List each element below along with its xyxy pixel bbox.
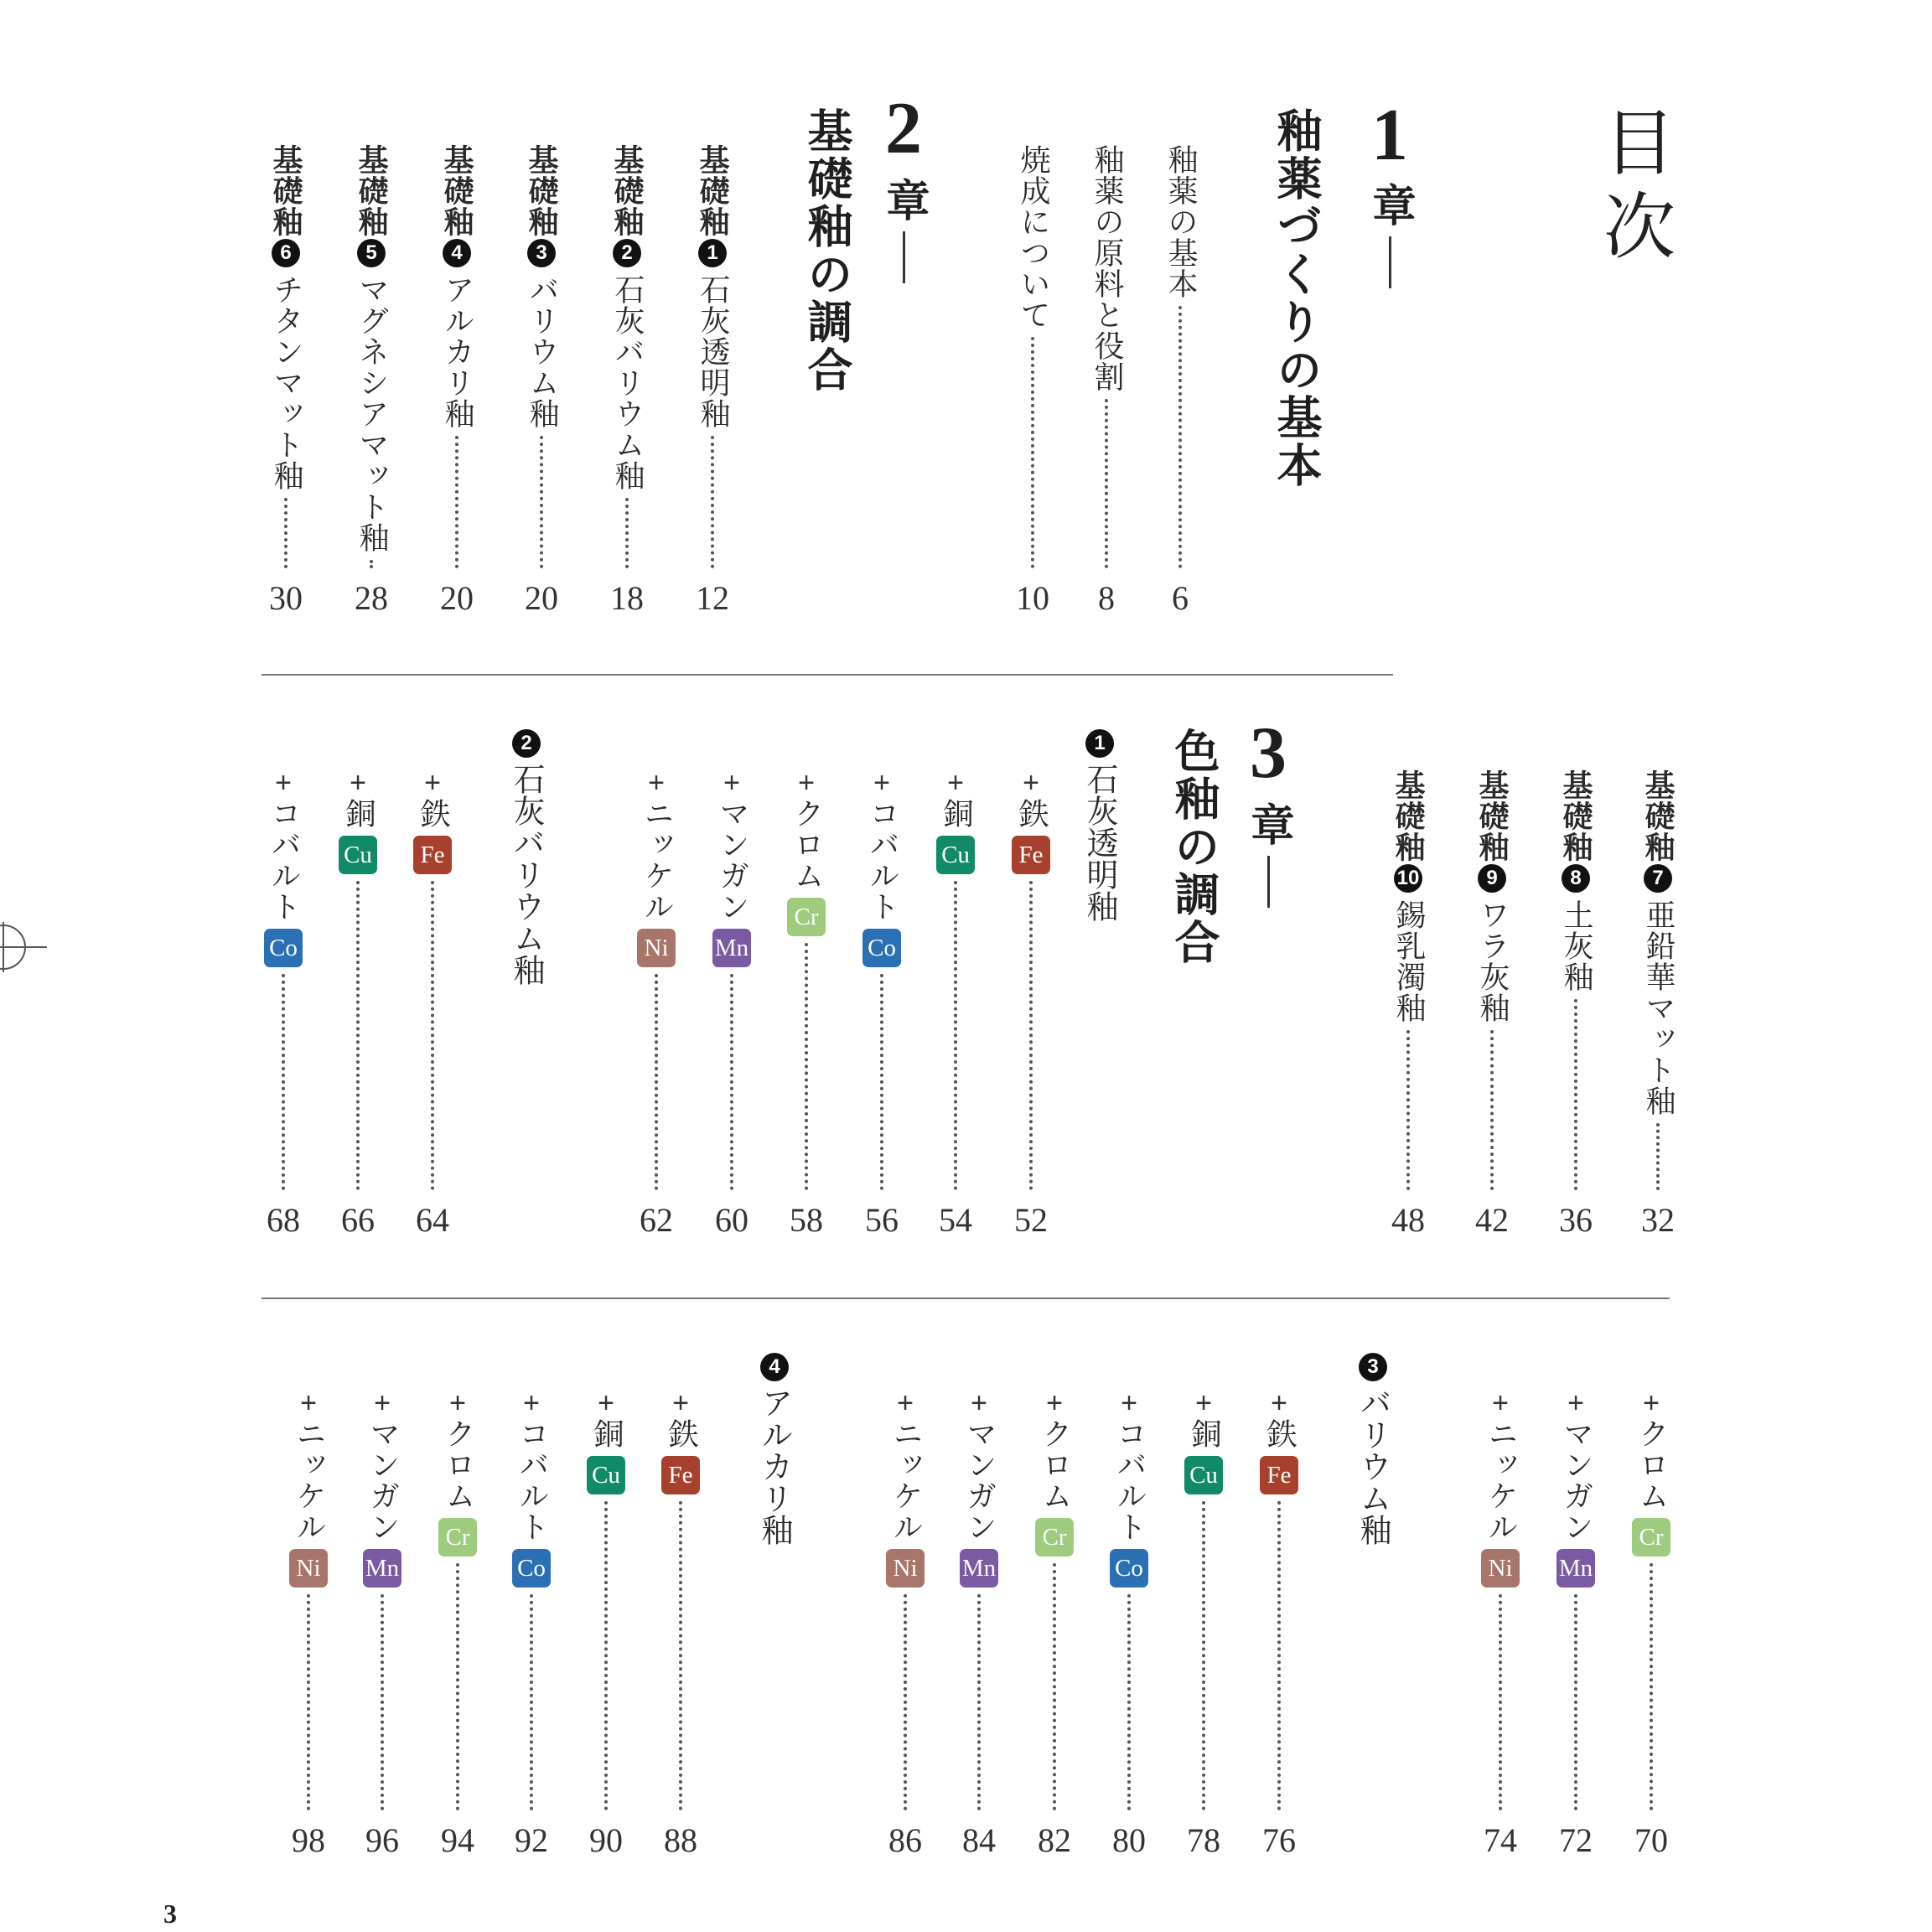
section-heading (1083, 728, 1116, 922)
chapter1-word: 章 (1365, 183, 1416, 226)
page-number-label: 72 (1559, 1821, 1593, 1859)
entry-label: ワラ灰釉 (1475, 899, 1510, 1023)
entry-label: アルカリ釉 (440, 274, 474, 429)
toc-entry[interactable] (1556, 769, 1596, 1190)
dot-leader (1277, 1501, 1281, 1810)
number-badge-icon: 7 (1644, 864, 1672, 893)
entry-prefix: 基礎釉 (1558, 769, 1593, 862)
toc-entry[interactable] (1184, 1387, 1224, 1810)
element-badge-cu: Cu (339, 836, 377, 874)
entry-label: クロム (1634, 1418, 1669, 1511)
element-badge-ni: Ni (637, 929, 676, 967)
entry-label: 鉄 (1014, 798, 1049, 829)
dot-leader (954, 881, 957, 1190)
toc-entry[interactable] (607, 144, 647, 568)
number-badge-icon: 1 (698, 239, 727, 267)
dot-leader (625, 498, 629, 568)
page-number-label: 82 (1038, 1821, 1071, 1859)
plus-icon: + (873, 767, 890, 799)
plus-icon: + (971, 1387, 987, 1419)
entry-label: マンガン (962, 1418, 997, 1542)
number-badge-icon: 3 (1359, 1353, 1387, 1381)
entry-label: ニッケル (1484, 1418, 1518, 1542)
dot-leader (1656, 1123, 1660, 1190)
page-title: 目次 (1591, 105, 1675, 272)
entry-label: コバルト (1112, 1418, 1147, 1542)
divider-rule (262, 1297, 1670, 1299)
dot-leader (456, 1563, 459, 1810)
toc-entry[interactable] (362, 1387, 402, 1810)
chapter1-header (1349, 95, 1430, 288)
number-badge-icon: 3 (527, 239, 556, 267)
element-badge-fe: Fe (1012, 836, 1050, 874)
element-badge-cr: Cr (438, 1518, 477, 1556)
chapter1-number: 1 (1371, 95, 1408, 176)
dot-leader (381, 1594, 384, 1810)
toc-entry[interactable] (266, 144, 306, 568)
chapter1-dash (1389, 236, 1391, 288)
toc-entry[interactable] (660, 1387, 701, 1810)
number-badge-icon: 2 (613, 239, 641, 267)
entry-label: コバルト (865, 798, 899, 922)
dot-leader (1053, 1563, 1056, 1810)
toc-entry[interactable] (1631, 1387, 1671, 1810)
element-badge-co: Co (264, 929, 303, 967)
toc-entry[interactable] (959, 1387, 999, 1810)
page-number-label: 12 (696, 579, 729, 617)
page-number-label: 90 (589, 1821, 623, 1859)
entry-prefix: 基礎釉 (609, 144, 645, 237)
dot-leader (1406, 1030, 1410, 1190)
entry-label: マンガン (365, 1418, 400, 1542)
chapter2-word: 章 (878, 178, 930, 221)
chapter3-dash (1267, 856, 1270, 908)
plus-icon: + (275, 767, 292, 799)
page-number-label: 88 (664, 1821, 697, 1859)
element-badge-co: Co (1110, 1549, 1148, 1588)
number-badge-icon: 10 (1394, 864, 1422, 893)
element-badge-mn: Mn (363, 1549, 401, 1588)
toc-entry[interactable] (351, 144, 391, 568)
toc-entry[interactable] (437, 144, 477, 568)
entry-label: チタンマット釉 (269, 274, 303, 491)
toc-entry[interactable] (636, 767, 676, 1190)
dot-leader (1105, 399, 1108, 568)
plus-icon: + (449, 1387, 466, 1419)
entry-label: コバルト (267, 798, 301, 922)
plus-icon: + (798, 767, 815, 799)
section-label: 石灰バリウム釉 (508, 763, 545, 986)
page-number-label: 66 (341, 1201, 375, 1239)
chapter3-header (1228, 712, 1308, 908)
element-badge-cu: Cu (587, 1456, 625, 1494)
dot-leader (431, 881, 434, 1190)
plus-icon: + (1567, 1387, 1584, 1419)
dot-leader (530, 1594, 533, 1810)
page-number-label: 84 (962, 1821, 996, 1859)
toc-entry[interactable] (586, 1387, 626, 1810)
page-number-label: 54 (939, 1201, 972, 1239)
toc-entry[interactable] (288, 1387, 329, 1810)
entry-label: 石灰バリウム釉 (610, 274, 645, 491)
chapter2-number: 2 (885, 88, 922, 169)
entry-prefix: 基礎釉 (695, 144, 730, 237)
entry-label: ニッケル (292, 1418, 326, 1542)
element-badge-mn: Mn (960, 1549, 998, 1588)
dot-leader (655, 974, 658, 1190)
page-number-label: 60 (715, 1201, 748, 1239)
dot-leader (356, 881, 360, 1190)
element-badge-ni: Ni (289, 1549, 328, 1588)
entry-prefix: 基礎釉 (268, 144, 303, 237)
element-badge-ni: Ni (886, 1549, 925, 1588)
plus-icon: + (947, 767, 964, 799)
entry-label: コバルト (515, 1418, 549, 1542)
toc-entry[interactable] (1160, 144, 1200, 568)
dot-leader (1574, 1594, 1577, 1810)
entry-label: マグネシアマット釉 (355, 274, 389, 553)
dot-leader (880, 974, 883, 1190)
dot-leader (1499, 1594, 1502, 1810)
entry-label: 土灰釉 (1559, 899, 1593, 992)
toc-entry[interactable] (1472, 769, 1512, 1190)
page-number-label: 98 (292, 1821, 325, 1859)
entry-prefix: 基礎釉 (1640, 769, 1676, 862)
number-badge-icon: 1 (1085, 729, 1114, 758)
toc-entry[interactable] (1388, 769, 1428, 1190)
entry-label: 鉄 (1262, 1418, 1297, 1449)
registration-mark-icon (0, 914, 50, 981)
dot-leader (604, 1501, 608, 1810)
dot-leader (1029, 881, 1033, 1190)
dot-leader (540, 436, 543, 568)
toc-entry[interactable] (1034, 1387, 1075, 1810)
toc-entry[interactable] (1556, 1387, 1596, 1810)
entry-label: クロム (441, 1418, 475, 1511)
entry-label: 釉薬の基本 (1163, 144, 1198, 299)
plus-icon: + (1046, 1387, 1063, 1419)
dot-leader (1202, 1501, 1205, 1810)
entry-label: クロム (1038, 1418, 1072, 1511)
entry-label: ニッケル (888, 1418, 923, 1542)
plus-icon: + (300, 1387, 317, 1419)
entry-label: 焼成について (1016, 144, 1050, 330)
plus-icon: + (1492, 1387, 1509, 1419)
entry-label: バリウム釉 (525, 274, 559, 429)
toc-entry[interactable] (438, 1387, 478, 1810)
chapter1-title: 釉薬づくりの基本 (1270, 107, 1323, 489)
entry-label: マンガン (715, 798, 749, 922)
page-number-label: 6 (1172, 579, 1189, 617)
element-badge-mn: Mn (1556, 1549, 1595, 1588)
element-badge-cu: Cu (936, 836, 975, 874)
entry-prefix: 基礎釉 (524, 144, 559, 237)
page-number-label: 74 (1484, 1821, 1517, 1859)
page-number-label: 32 (1641, 1201, 1675, 1239)
page-number-label: 68 (267, 1201, 300, 1239)
page-number-label: 92 (515, 1821, 548, 1859)
toc-entry[interactable] (1638, 769, 1678, 1190)
dot-leader (282, 974, 285, 1190)
entry-label: 石灰透明釉 (696, 274, 730, 429)
entry-label: ニッケル (640, 798, 674, 922)
page-number-label: 70 (1634, 1821, 1668, 1859)
plus-icon: + (1195, 1387, 1212, 1419)
chapter2-title: 基礎釉の調合 (800, 107, 854, 394)
section-heading (510, 728, 543, 986)
page-number-label: 10 (1016, 579, 1049, 617)
entry-label: クロム (790, 798, 824, 891)
dot-leader (1178, 306, 1182, 568)
entry-label: 銅 (589, 1418, 624, 1449)
entry-label: 鉄 (664, 1418, 698, 1449)
element-badge-cr: Cr (1632, 1518, 1670, 1556)
entry-prefix: 基礎釉 (439, 144, 474, 237)
page-number-label: 18 (610, 579, 644, 617)
section-label: 石灰透明釉 (1081, 763, 1118, 922)
toc-entry[interactable] (511, 1387, 552, 1810)
number-badge-icon: 4 (443, 239, 471, 267)
divider-rule (262, 674, 1393, 676)
dot-leader (455, 436, 458, 568)
plus-icon: + (1121, 1387, 1137, 1419)
entry-prefix: 基礎釉 (354, 144, 389, 237)
toc-entry[interactable] (338, 767, 378, 1190)
entry-label: 釉薬の原料と役割 (1090, 144, 1124, 392)
element-badge-fe: Fe (1260, 1456, 1298, 1494)
page-number-label: 58 (790, 1201, 823, 1239)
page-number: 3 (163, 1898, 177, 1929)
page-number-label: 96 (365, 1821, 399, 1859)
page-number-label: 76 (1262, 1821, 1296, 1859)
chapter3-word: 章 (1243, 802, 1294, 846)
page-number-label: 64 (416, 1201, 449, 1239)
entry-prefix: 基礎釉 (1474, 769, 1510, 862)
entry-label: 銅 (341, 798, 376, 829)
toc-entry[interactable] (1259, 1387, 1299, 1810)
dot-leader (805, 943, 808, 1190)
dot-leader (711, 436, 714, 568)
plus-icon: + (672, 1387, 689, 1419)
dot-leader (307, 1594, 310, 1810)
element-badge-co: Co (512, 1549, 551, 1588)
dot-leader (1650, 1563, 1653, 1810)
plus-icon: + (1271, 1387, 1287, 1419)
page-number-label: 42 (1475, 1201, 1509, 1239)
toc-entry[interactable] (263, 767, 303, 1190)
plus-icon: + (598, 1387, 614, 1419)
page-number-label: 78 (1187, 1821, 1220, 1859)
element-badge-cr: Cr (1035, 1518, 1074, 1556)
toc-entry[interactable] (1013, 144, 1053, 568)
plus-icon: + (648, 767, 665, 799)
dot-leader (679, 1501, 682, 1810)
entry-label: 亜鉛華マット釉 (1641, 899, 1676, 1116)
element-badge-cu: Cu (1184, 1456, 1223, 1494)
plus-icon: + (523, 1387, 540, 1419)
page-number-label: 36 (1559, 1201, 1593, 1239)
element-badge-fe: Fe (413, 836, 452, 874)
section-heading (758, 1351, 791, 1546)
dot-leader (904, 1594, 907, 1810)
page-number-label: 62 (640, 1201, 673, 1239)
section-heading (1356, 1351, 1390, 1546)
toc-entry[interactable] (1109, 1387, 1149, 1810)
plus-icon: + (723, 767, 740, 799)
number-badge-icon: 2 (512, 729, 541, 758)
plus-icon: + (897, 1387, 914, 1419)
toc-entry[interactable] (935, 767, 976, 1190)
page-number-label: 52 (1014, 1201, 1048, 1239)
dot-leader (284, 498, 287, 568)
toc-entry[interactable] (862, 767, 902, 1190)
chapter3-title: 色釉の調合 (1168, 728, 1221, 966)
element-badge-mn: Mn (712, 929, 751, 967)
entry-label: マンガン (1559, 1418, 1593, 1542)
dot-leader (1490, 1030, 1494, 1190)
toc-entry[interactable] (1011, 767, 1051, 1190)
number-badge-icon: 4 (760, 1353, 789, 1381)
dot-leader (370, 560, 373, 568)
plus-icon: + (374, 1387, 391, 1419)
dot-leader (1127, 1594, 1131, 1810)
toc-entry[interactable] (885, 1387, 925, 1810)
toc-entry[interactable] (1086, 144, 1127, 568)
element-badge-co: Co (862, 929, 901, 967)
entry-label: 銅 (939, 798, 973, 829)
dot-leader (977, 1594, 981, 1810)
toc-entry[interactable] (712, 767, 752, 1190)
page-number-label: 28 (355, 579, 388, 617)
toc-entry[interactable] (786, 767, 826, 1190)
toc-entry[interactable] (1480, 1387, 1520, 1810)
entry-label: 錫乳濁釉 (1391, 899, 1426, 1023)
page-number-label: 20 (440, 579, 474, 617)
page-number-label: 86 (888, 1821, 922, 1859)
section-label: バリウム釉 (1354, 1386, 1391, 1546)
element-badge-cr: Cr (787, 898, 826, 936)
toc-entry[interactable] (521, 144, 562, 568)
plus-icon: + (1643, 1387, 1660, 1419)
toc-entry[interactable] (412, 767, 453, 1190)
plus-icon: + (424, 767, 441, 799)
page-number-label: 56 (865, 1201, 899, 1239)
page-number-label: 20 (525, 579, 558, 617)
entry-prefix: 基礎釉 (1391, 769, 1426, 862)
number-badge-icon: 8 (1562, 864, 1590, 893)
number-badge-icon: 5 (357, 239, 386, 267)
dot-leader (730, 974, 733, 1190)
chapter3-number: 3 (1250, 712, 1287, 794)
dot-leader (1031, 337, 1034, 568)
toc-entry[interactable] (692, 144, 733, 568)
section-label: アルカリ釉 (756, 1386, 793, 1546)
plus-icon: + (1023, 767, 1039, 799)
page-number-label: 48 (1391, 1201, 1425, 1239)
page-number-label: 80 (1112, 1821, 1146, 1859)
number-badge-icon: 6 (272, 239, 300, 267)
page-number-label: 8 (1098, 579, 1115, 617)
plus-icon: + (350, 767, 366, 799)
element-badge-fe: Fe (661, 1456, 700, 1494)
page-number-label: 94 (441, 1821, 474, 1859)
entry-label: 鉄 (416, 798, 450, 829)
page-number-label: 30 (269, 579, 303, 617)
entry-label: 銅 (1187, 1418, 1221, 1449)
chapter2-dash (903, 231, 905, 283)
chapter2-header (863, 88, 944, 283)
number-badge-icon: 9 (1478, 864, 1506, 893)
element-badge-ni: Ni (1481, 1549, 1520, 1588)
dot-leader (1574, 999, 1577, 1190)
